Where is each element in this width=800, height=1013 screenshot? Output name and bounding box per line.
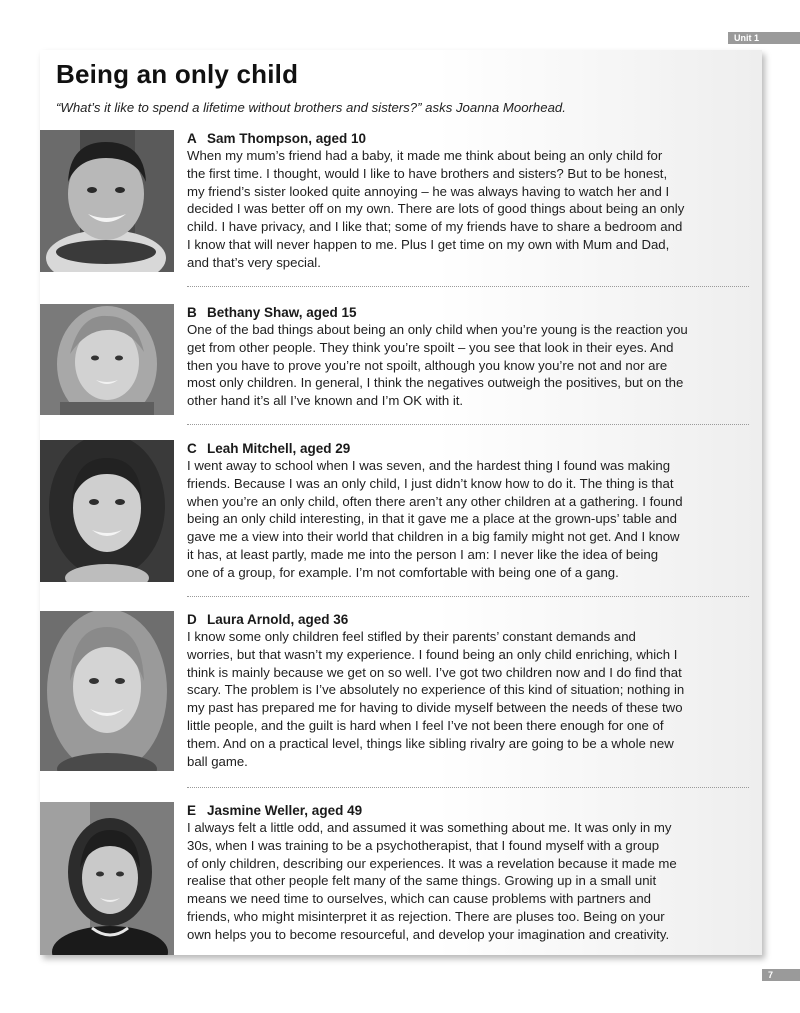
portrait-photo-leah-mitchell [40,440,174,582]
portrait-photo-bethany-shaw [40,304,174,415]
dotted-divider [187,596,749,597]
dotted-divider [187,286,749,287]
entry-body: I always felt a little odd, and assumed it was something about me. It was only in my 30s, when I was training to be a psychotherapist, that I found myself with a group of only children, describing our experiences. It was a revelation because it made me realise that other people felt many of the same things. Growing up in a small unit means we need time to ourselves, which can cause problems with partners and friends, who might misinterpret it as rejection. There are pluses too. Being on your own helps you to become resourceful, and develop your imagination and creativity. [187,820,677,942]
person-name: Leah Mitchell, aged 29 [207,441,351,456]
portrait-photo-laura-arnold [40,611,174,771]
entry-heading [187,611,755,628]
dotted-divider [187,787,749,788]
person-name: Sam Thompson, aged 10 [207,131,367,146]
entry-letter: B [187,305,197,320]
entry-text-block [187,130,755,272]
entry-heading [187,802,755,819]
entry-letter: D [187,612,197,627]
entry-body: I know some only children feel stifled by their parents’ constant demands and worries, but that wasn’t my experience. I found being an only child enriching, which I think is mainly because we get on so well. I’ve got two children now and I do find that scary. The problem is I’ve absolutely no experience of this kind of situation; nothing in my past has prepared me for having to divide myself between the needs of these two little people, and the guilt is hard when I feel I’ve not been there enough for one of them. And on a practical level, things like sibling rivalry are going to be a whole new ball game. [187,629,685,769]
person-name: Bethany Shaw, aged 15 [207,305,357,320]
entry-body: One of the bad things about being an only child when you’re young is the reaction you get from other people. They think you’re spoilt – you see that look in their eyes. And then you have to prove you’re not spoilt, although you know you’re not and nor are most only children. In general, I think the negatives outweigh the positives, but on the other hand it’s all I’ve known and I’m OK with it. [187,322,688,409]
entry-body: When my mum’s friend had a baby, it made me think about being an only child for the first time. I thought, would I like to have brothers and sisters? But to be honest, my friend’s sister looked quite annoying – he was always having to watch her and I decided I was better off on my own. There are lots of good things about being an only child. I have privacy, and I like that; some of my friends have to share a bedroom and I know that will never happen to me. Plus I get time on my own with Mum and Dad, and that’s very special. [187,148,685,270]
article-panel [40,50,762,955]
entry-text-block [187,440,755,582]
unit-label: Unit 1 [728,32,800,44]
entry-heading [187,440,755,457]
person-name: Laura Arnold, aged 36 [207,612,349,627]
page-title: Being an only child [56,59,299,89]
article-subtitle: “What’s it like to spend a lifetime without brothers and sisters?” asks Joanna Moorhead. [56,100,566,115]
entry-letter: E [187,803,197,818]
entry-text-block [187,802,755,944]
entry-text-block [187,304,755,410]
person-name: Jasmine Weller, aged 49 [207,803,363,818]
entry-heading [187,130,755,147]
dotted-divider [187,424,749,425]
entry-body: I went away to school when I was seven, and the hardest thing I found was making friends. Because I was an only child, I just didn’t know how to do it. The thing is that when you’re an only child, often there aren’t any other children at a gathering. I found being an only child interesting, in that it gave me a place at the grown-ups’ table and gave me a view into their world that children in a big family might not get. And I know it has, at least partly, made me into the person I am: I never like the idea of being one of a group, for example. I’m not comfortable with being one of a gang. [187,458,683,580]
entry-heading [187,304,755,321]
portrait-photo-sam-thompson [40,130,174,272]
portrait-photo-jasmine-weller [40,802,174,955]
entry-text-block [187,611,755,770]
entry-letter: A [187,131,197,146]
entry-letter: C [187,441,197,456]
page-number: 7 [762,969,800,981]
